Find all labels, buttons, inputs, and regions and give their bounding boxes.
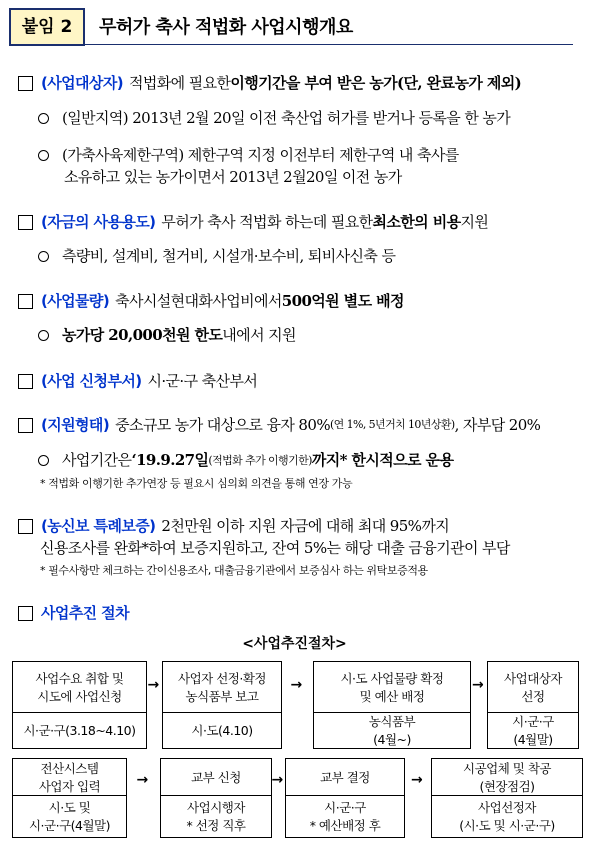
step-owner-line: 시·군·구(3.18~4.10)	[23, 723, 136, 738]
flow-arrow-icon: →	[290, 677, 303, 693]
step-title	[163, 662, 281, 713]
section-bold: 500억원 별도 배정	[281, 292, 404, 310]
step-owner-line: * 선정 직후	[186, 818, 246, 833]
step-owner-line: (시·도 및 시·군·구)	[459, 818, 555, 833]
volume-item	[38, 325, 296, 346]
step-owner-line: (4월~)	[373, 732, 411, 747]
flow-arrow-icon: →	[271, 772, 284, 788]
step-owner	[163, 713, 281, 747]
title-underline	[85, 44, 573, 45]
procedure-step-box	[162, 661, 282, 749]
step-owner	[161, 796, 271, 836]
item-text: 측량비, 설계비, 철거비, 시설개·보수비, 퇴비사신축 등	[62, 247, 396, 265]
procedure-step-box	[160, 758, 272, 838]
section-label: (사업 신청부서)	[41, 372, 142, 390]
circle-bullet-icon	[38, 113, 49, 124]
item-bold: 농가당 20,000천원 한도	[62, 326, 223, 344]
item-small: (적법화 추가 이행기한)	[208, 454, 312, 467]
guarantee-line-2: 신용조사를 완화*하여 보증지원하고, 잔여 5%는 해당 대출 금융기관이 부담	[40, 539, 510, 557]
step-owner	[13, 796, 126, 836]
guarantee-note: * 필수사항만 체크하는 간이신용조사, 대출금융기관에서 보증심사 하는 위탁보증적용	[40, 564, 428, 577]
procedure-step-box	[487, 661, 579, 749]
step-title-line: 농식품부 보고	[185, 689, 259, 704]
checkbox-square-icon	[18, 215, 33, 230]
support-item	[38, 450, 453, 471]
step-owner	[286, 796, 404, 836]
step-owner	[432, 796, 582, 836]
support-note: * 적법화 이행기한 추가연장 등 필요시 심의회 의견을 통해 연장 가능	[40, 477, 353, 490]
section-volume	[18, 291, 583, 311]
step-title-line: 선정	[521, 689, 545, 704]
section-text: 축사시설현대화사업비에서	[115, 292, 282, 310]
step-owner-line: * 예산배정 후	[309, 818, 381, 833]
checkbox-square-icon	[18, 519, 33, 534]
step-owner-line: 시·군·구	[324, 800, 366, 815]
step-title-line: 시도에 사업신청	[37, 689, 122, 704]
item-text: (가축사육제한구역) 제한구역 지정 이전부터 제한구역 내 축사를	[62, 146, 459, 164]
checkbox-square-icon	[18, 606, 33, 621]
step-owner	[488, 713, 578, 747]
procedure-step-box	[285, 758, 405, 838]
step-title-line: 사업대상자	[504, 671, 562, 686]
section-label: (사업대상자)	[41, 74, 123, 92]
section-text: 중소규모 농가 대상으로 융자 80%	[115, 416, 330, 434]
circle-bullet-icon	[38, 330, 49, 341]
section-label: (자금의 사용용도)	[41, 213, 156, 231]
step-title-line: (현장점검)	[479, 779, 535, 794]
step-owner-line: 사업선정자	[478, 800, 536, 815]
section-text: 적법화에 필요한	[128, 74, 231, 92]
flow-arrow-icon: →	[472, 677, 484, 693]
step-title	[432, 759, 582, 796]
section-bold: 최소한의 비용	[372, 213, 461, 231]
checkbox-square-icon	[18, 418, 33, 433]
step-owner-line: 시·군·구	[512, 714, 554, 729]
flow-arrow-icon: →	[411, 772, 423, 788]
flow-arrow-icon: →	[147, 677, 160, 693]
usage-item	[38, 246, 395, 267]
section-label: (사업물량)	[41, 292, 110, 310]
step-owner-line: 시·군·구(4월말)	[28, 818, 111, 833]
step-owner	[13, 713, 146, 747]
procedure-title: <사업추진절차>	[242, 636, 347, 652]
procedure-step-box	[12, 758, 127, 838]
section-small: (연 1%, 5년거치 10년상환)	[329, 418, 455, 431]
section-label: (지원형태)	[41, 416, 110, 434]
flow-arrow-icon: →	[136, 772, 149, 788]
step-title-line: 시·도 사업물량 확정	[340, 671, 444, 686]
step-title	[13, 662, 146, 713]
section-tail: 지원	[460, 213, 489, 231]
step-title-line: 교부 결정	[320, 770, 370, 785]
section-guarantee	[18, 516, 583, 536]
section-text: 2천만원 이하 지원 자금에 대해 최대 95%까지	[161, 517, 450, 535]
step-owner-line: 시·도 및	[48, 800, 91, 815]
step-owner-line: (4월말)	[513, 732, 553, 747]
attachment-tag: 붙임 2	[9, 8, 85, 46]
section-target	[18, 73, 583, 93]
step-title-line: 사업수요 취합 및	[35, 671, 124, 686]
procedure-step-box	[431, 758, 583, 838]
step-title-line: 교부 신청	[191, 770, 241, 785]
header	[9, 8, 573, 44]
step-title	[13, 759, 126, 796]
step-owner	[314, 713, 470, 747]
section-tail: , 자부담 20%	[454, 416, 541, 434]
step-title	[314, 662, 470, 713]
step-owner-line: 농식품부	[368, 714, 416, 729]
procedure-step-box	[12, 661, 147, 749]
target-item-2	[38, 145, 459, 166]
section-procedure	[18, 603, 583, 623]
page-title: 무허가 축사 적법화 사업시행개요	[99, 17, 353, 38]
circle-bullet-icon	[38, 150, 49, 161]
circle-bullet-icon	[38, 455, 49, 466]
item-bold: ‘19.9.27일	[131, 451, 209, 469]
step-title-line: 사업자 선정·확정	[178, 671, 266, 686]
item-text: 내에서 지원	[222, 326, 296, 344]
step-title-line: 시공업체 및 착공	[463, 761, 551, 776]
step-title-line: 전산시스템	[40, 761, 99, 776]
target-item-1	[38, 108, 510, 129]
step-title-line: 및 예산 배정	[359, 689, 425, 704]
section-text: 무허가 축사 적법화 하는데 필요한	[161, 213, 373, 231]
target-item-2-cont: 소유하고 있는 농가이면서 2013년 2월20일 이전 농가	[64, 168, 402, 186]
checkbox-square-icon	[18, 374, 33, 389]
section-text: 시·군·구 축산부서	[147, 372, 258, 390]
section-label: (농신보 특례보증)	[41, 517, 156, 535]
procedure-step-box	[313, 661, 471, 749]
step-title	[161, 759, 271, 796]
section-department	[18, 371, 583, 391]
circle-bullet-icon	[38, 251, 49, 262]
item-bold: 까지* 한시적으로 운용	[311, 451, 454, 469]
section-bold: 이행기간을 부여 받은 농가(단, 완료농가 제외)	[230, 74, 522, 92]
item-text: (일반지역) 2013년 2월 20일 이전 축산업 허가를 받거나 등록을 한 농가	[62, 109, 511, 127]
checkbox-square-icon	[18, 76, 33, 91]
section-label: 사업추진 절차	[41, 604, 129, 622]
item-text: 사업기간은	[62, 451, 132, 469]
step-owner-line: 사업시행자	[187, 800, 245, 815]
step-owner-line: 시·도(4.10)	[191, 723, 253, 738]
step-title-line: 사업자 입력	[38, 779, 101, 794]
step-title	[488, 662, 578, 713]
checkbox-square-icon	[18, 294, 33, 309]
step-title	[286, 759, 404, 796]
section-support-type	[18, 415, 583, 435]
section-usage	[18, 212, 583, 232]
